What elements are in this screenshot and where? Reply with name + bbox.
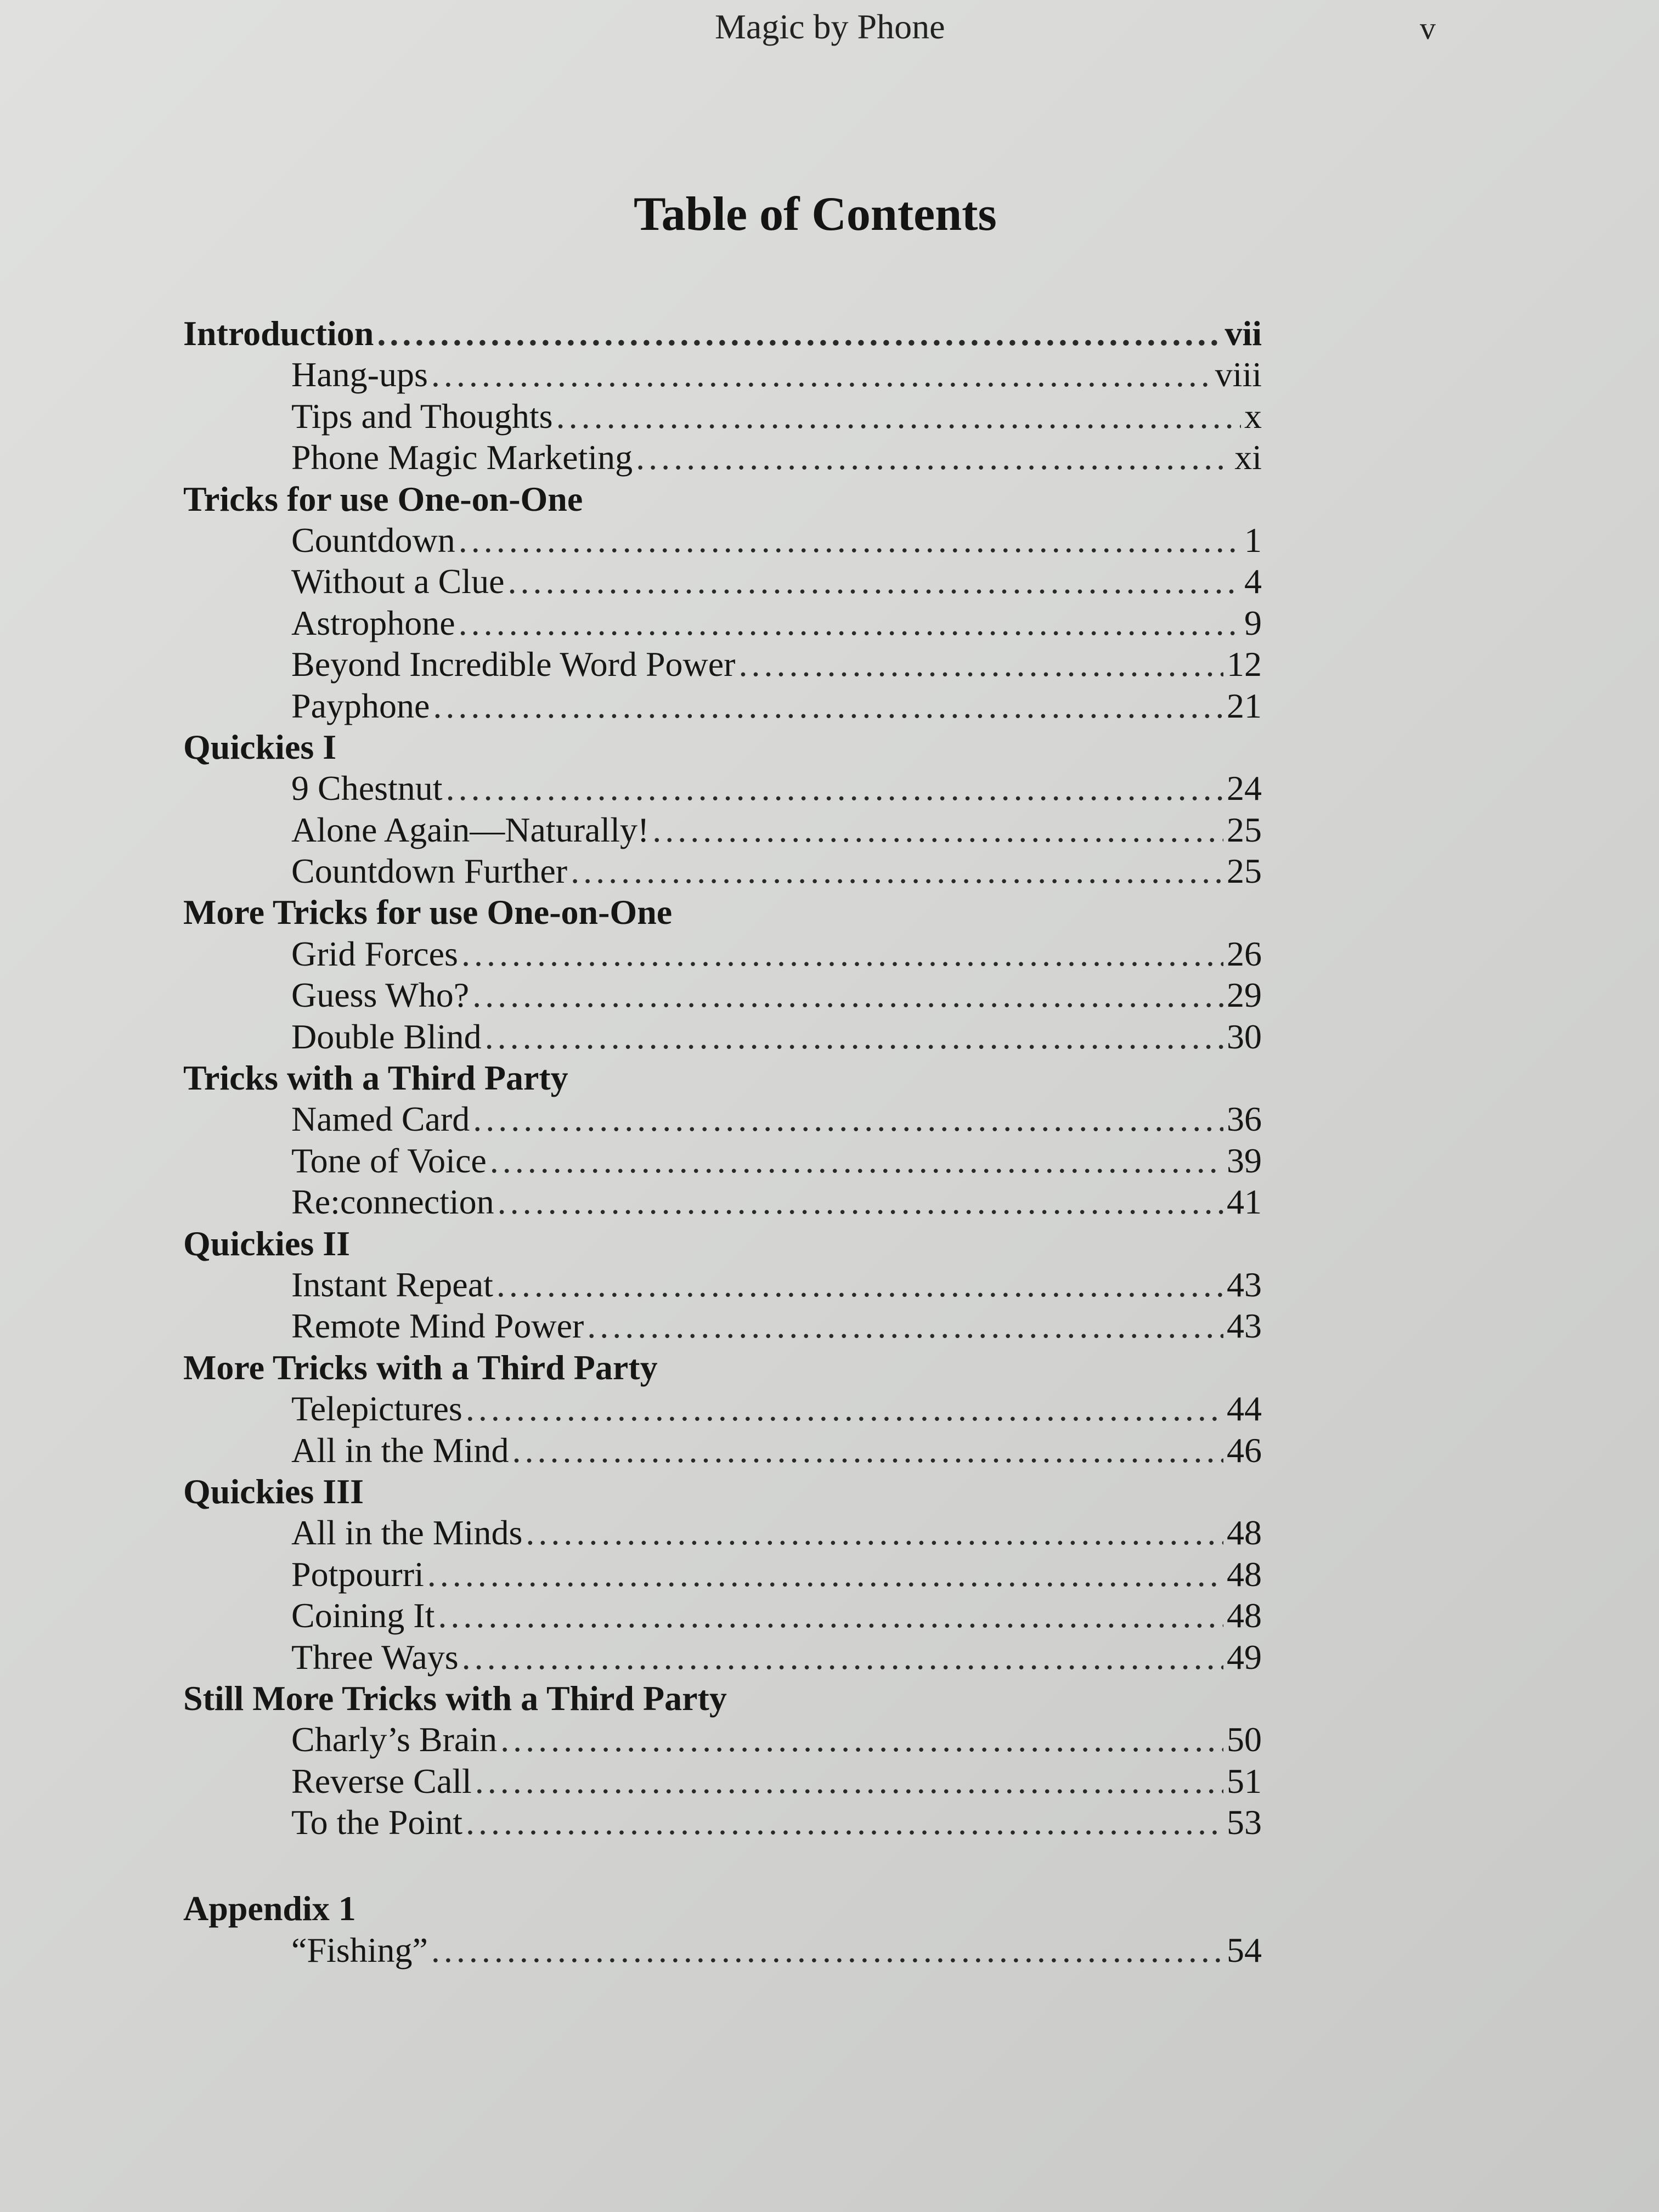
toc-label: To the Point [291, 1803, 462, 1842]
toc-label: Countdown [291, 520, 455, 560]
toc-label: Beyond Incredible Word Power [291, 645, 736, 684]
toc-label: Astrophone [291, 603, 455, 642]
toc-label: Guess Who? [291, 975, 470, 1015]
dot-leader [556, 396, 1241, 437]
toc-page-number: 41 [1227, 1182, 1262, 1222]
toc-page-number: 30 [1227, 1017, 1262, 1056]
toc-section-heading [183, 1471, 1262, 1512]
toc-entry [183, 1430, 1262, 1471]
dot-leader [459, 520, 1241, 561]
toc-label: Quickies I [183, 727, 337, 766]
toc-entry [183, 1098, 1262, 1139]
toc-page-number: 24 [1227, 769, 1262, 808]
toc-label: Three Ways [291, 1637, 459, 1677]
toc-entry [183, 974, 1262, 1015]
toc-page-number: 25 [1227, 851, 1262, 891]
toc-section-heading [183, 1057, 1262, 1098]
toc-page-number: 48 [1227, 1554, 1262, 1594]
toc-label: Reverse Call [291, 1761, 472, 1801]
dot-leader [490, 1140, 1223, 1181]
toc-page-number: 54 [1227, 1930, 1262, 1970]
toc-entry [183, 1512, 1262, 1553]
toc-label: Tone of Voice [291, 1141, 487, 1180]
toc-entry [183, 1305, 1262, 1346]
dot-leader [472, 974, 1223, 1015]
toc-entry [183, 1181, 1262, 1222]
toc-label: Phone Magic Marketing [291, 438, 633, 477]
dot-leader [446, 768, 1223, 809]
table-of-contents [183, 313, 1262, 1971]
dot-leader [485, 1016, 1223, 1057]
toc-entry [183, 437, 1262, 478]
dot-leader [431, 354, 1212, 395]
toc-section-heading [183, 1888, 1262, 1929]
toc-label: All in the Mind [291, 1430, 509, 1470]
toc-section-heading [183, 478, 1262, 520]
toc-page-number: 43 [1227, 1306, 1262, 1346]
toc-label: Named Card [291, 1099, 470, 1139]
toc-entry [183, 1760, 1262, 1802]
toc-page-number: 12 [1227, 645, 1262, 684]
toc-page-number: 48 [1227, 1596, 1262, 1635]
dot-leader [587, 1305, 1223, 1346]
toc-label: Tips and Thoughts [291, 396, 553, 436]
dot-leader [636, 437, 1231, 478]
toc-section-heading [183, 313, 1262, 354]
toc-section-heading [183, 1347, 1262, 1388]
dot-leader [433, 685, 1223, 726]
toc-page-number: 25 [1227, 810, 1262, 849]
toc-page-number: 46 [1227, 1430, 1262, 1470]
toc-section-heading [183, 1678, 1262, 1719]
toc-label: More Tricks for use One-on-One [183, 893, 673, 932]
toc-entry [183, 1595, 1262, 1636]
dot-leader [466, 1802, 1223, 1843]
toc-entry [183, 520, 1262, 561]
toc-label: Still More Tricks with a Third Party [183, 1678, 727, 1718]
toc-entry [183, 1016, 1262, 1057]
toc-label: Countdown Further [291, 851, 568, 891]
toc-label: Quickies II [183, 1223, 351, 1263]
dot-leader [475, 1760, 1223, 1802]
dot-leader [438, 1595, 1223, 1636]
toc-entry [183, 850, 1262, 891]
toc-page-number: 53 [1227, 1803, 1262, 1842]
toc-entry [183, 768, 1262, 809]
toc-label: All in the Minds [291, 1513, 523, 1553]
dot-leader [500, 1719, 1223, 1760]
toc-label: Appendix 1 [183, 1889, 356, 1928]
toc-entry [183, 354, 1262, 395]
toc-entry [183, 1929, 1262, 1971]
toc-label: Grid Forces [291, 934, 458, 973]
toc-page-number: 36 [1227, 1099, 1262, 1139]
dot-leader [427, 1554, 1223, 1595]
toc-entry [183, 561, 1262, 602]
toc-label: Remote Mind Power [291, 1306, 584, 1346]
dot-leader [526, 1512, 1223, 1553]
toc-page-number: vii [1224, 314, 1262, 353]
page-title: Table of Contents [634, 188, 997, 241]
toc-section-heading [183, 1223, 1262, 1264]
toc-entry [183, 396, 1262, 437]
toc-page-number: 49 [1227, 1637, 1262, 1677]
toc-label: Introduction [183, 314, 374, 353]
toc-label: Instant Repeat [291, 1265, 493, 1304]
toc-label: 9 Chestnut [291, 769, 443, 808]
toc-page-number: 43 [1227, 1265, 1262, 1304]
toc-page-number: 39 [1227, 1141, 1262, 1180]
running-title: Magic by Phone [715, 7, 945, 46]
toc-entry [183, 1264, 1262, 1305]
toc-page-number: 26 [1227, 934, 1262, 973]
toc-page-number: 1 [1244, 520, 1262, 560]
toc-page-number: 48 [1227, 1513, 1262, 1553]
toc-entry [183, 685, 1262, 726]
dot-leader [459, 602, 1241, 644]
toc-page-number: 50 [1227, 1720, 1262, 1759]
toc-label: Without a Clue [291, 562, 505, 601]
dot-leader [652, 809, 1223, 850]
dot-leader [512, 1430, 1223, 1471]
toc-label: Tricks for use One-on-One [183, 479, 583, 518]
toc-label: Tricks with a Third Party [183, 1058, 568, 1098]
dot-leader [377, 313, 1221, 354]
toc-label: Hang-ups [291, 355, 428, 394]
toc-entry [183, 1388, 1262, 1429]
dot-leader [473, 1098, 1223, 1139]
toc-label: “Fishing” [291, 1930, 428, 1970]
toc-label: Alone Again—Naturally! [291, 810, 650, 849]
toc-section-heading [183, 891, 1262, 933]
toc-label: Coining It [291, 1596, 435, 1635]
toc-label: Payphone [291, 686, 430, 725]
toc-entry [183, 1719, 1262, 1760]
toc-page-number: xi [1234, 438, 1262, 477]
toc-label: Telepictures [291, 1389, 462, 1429]
dot-leader [466, 1388, 1223, 1429]
toc-entry [183, 1637, 1262, 1678]
dot-leader [462, 1637, 1223, 1678]
toc-entry [183, 1802, 1262, 1843]
dot-leader [496, 1264, 1223, 1305]
toc-entry [183, 933, 1262, 974]
toc-page-number: 4 [1244, 562, 1262, 601]
toc-page-number: 29 [1227, 975, 1262, 1015]
toc-spacer [183, 1843, 1262, 1888]
toc-label: Re:connection [291, 1182, 494, 1222]
toc-page-number: x [1244, 396, 1262, 436]
dot-leader [498, 1181, 1223, 1222]
toc-entry [183, 602, 1262, 644]
toc-page-number: 9 [1244, 603, 1262, 642]
toc-section-heading [183, 726, 1262, 768]
dot-leader [571, 850, 1223, 891]
dot-leader [461, 933, 1223, 974]
toc-label: Charly’s Brain [291, 1720, 498, 1759]
toc-page-number: 21 [1227, 686, 1262, 725]
dot-leader [507, 561, 1241, 602]
toc-page-number: 44 [1227, 1389, 1262, 1429]
toc-label: More Tricks with a Third Party [183, 1347, 658, 1387]
toc-label: Quickies III [183, 1471, 364, 1511]
toc-page-number: viii [1215, 355, 1262, 394]
toc-entry [183, 1140, 1262, 1181]
toc-label: Double Blind [291, 1017, 482, 1056]
toc-entry [183, 1554, 1262, 1595]
toc-entry [183, 809, 1262, 850]
page-number: v [1420, 10, 1436, 46]
toc-label: Potpourri [291, 1554, 424, 1594]
toc-page-number: 51 [1227, 1761, 1262, 1801]
dot-leader [738, 644, 1223, 685]
dot-leader [431, 1929, 1223, 1971]
toc-entry [183, 644, 1262, 685]
